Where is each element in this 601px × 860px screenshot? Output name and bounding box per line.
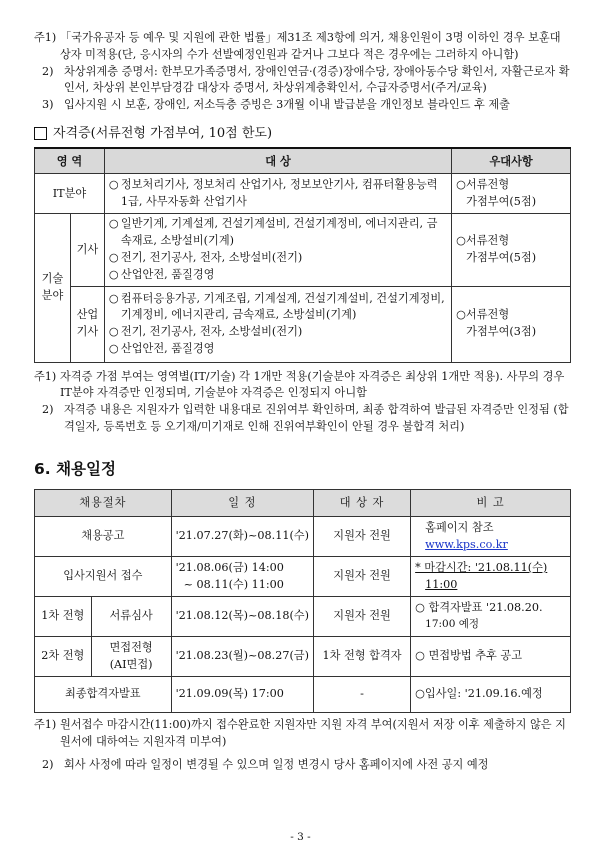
cert-table	[34, 147, 571, 362]
field-it: IT분야	[35, 174, 105, 214]
schedule-row-second: 2차 전형 면접전형 (AI면접) '21.08.23(월)~08.27(금) 1차 전형 합격자 ○ 면접방법 추후 공고	[35, 637, 571, 677]
schedule-table	[34, 489, 571, 713]
checkbox-square-icon	[34, 127, 47, 140]
schedule-row-first: 1차 전형 서류심사 '21.08.12(목)~08.18(수) 지원자 전원 ○ 합격자발표 '21.08.20. 17:00 예정	[35, 597, 571, 637]
header-period: 일 정	[171, 490, 313, 517]
schedule-row-notice: 채용공고 '21.07.27(화)~08.11(수) 지원자 전원 홈페이지 참조 www.kps.co.kr	[35, 517, 571, 557]
header-target: 대 상	[104, 148, 451, 174]
note-cert-1: 주1) 자격증 가점 부여는 영역별(IT/기술) 각 1개만 적용(기술분야 자격증은 최상위 1개만 적용). 사무의 경우 IT분야 자격증만 인정되며, 기술분야 자격증은 인정되지 아니함	[34, 369, 565, 400]
it-benefit: ○서류전형 가점부여(5점)	[452, 174, 571, 214]
notes-schedule	[34, 717, 571, 773]
sub-gisa: 기사	[70, 214, 104, 286]
gisa-items: ○ 일반기계, 기계설계, 건설기계설비, 건설기계정비, 에너지관리, 금속재료, 소방설비(기계) ○ 전기, 전기공사, 전자, 소방설비(전기) ○ 산업안전, 품질경영	[104, 214, 451, 286]
notes-cert	[34, 369, 571, 436]
sanup-benefit: ○서류전형 가점부여(3점)	[452, 286, 571, 362]
schedule-header-row	[35, 490, 571, 517]
header-remark: 비 고	[411, 490, 571, 517]
header-step: 채용절차	[35, 490, 172, 517]
header-target: 대 상 자	[313, 490, 410, 517]
page-number: - 3 -	[290, 831, 311, 843]
it-items: ○ 정보처리기사, 정보처리 산업기사, 정보보안기사, 컴퓨터활용능력 1급, 사무자동화 산업기사	[104, 174, 451, 214]
notes-top	[34, 30, 571, 114]
note-top-2: 2) 차상위계층 증명서: 한부모가족증명서, 장애인연금·(경증)장애수당, 장애아동수당 확인서, 자활근로자 확인서, 차상위 본인부담경감 대상자 증명서, 차상위계층확인서, 수급자증명서(주거/교육)	[42, 64, 570, 95]
schedule-row-final: 최종합격자발표 '21.09.09(목) 17:00 - ○입사일: '21.09.16.예정	[35, 677, 571, 713]
note-top-1: 주1) 「국가유공자 등 예우 및 지원에 관한 법률」제31조 제3항에 의거, 채용인원이 3명 이하인 경우 보훈대상자 미적용(단, 응시자의 수가 선발예정인원과 같거나 그보다 적은 경우에는 그러하지 아니함)	[34, 31, 561, 61]
schedule-row-apply: 입사지원서 접수 '21.08.06(금) 14:00 ~ 08.11(수) 11:00 지원자 전원 * 마감시간: '21.08.11(수) 11:00	[35, 557, 571, 597]
section-title-schedule: 6. 채용일정	[34, 459, 116, 478]
cert-row-gisa	[35, 214, 571, 286]
header-benefit: 우대사항	[452, 148, 571, 174]
cert-header-row	[35, 148, 571, 174]
field-tech: 기술 분야	[35, 214, 71, 362]
cert-row-it	[35, 174, 571, 214]
note-cert-2: 2) 자격증 내용은 지원자가 입력한 내용대로 진위여부 확인하며, 최종 합격하여 발급된 자격증만 인정됨 (합격일자, 등록번호 등 오기재/미기재로 인해 진위여부확인이 안될 경우 불합격 처리)	[42, 403, 569, 434]
note-top-3: 3) 입사지원 시 보훈, 장애인, 저소득층 증빙은 3개월 이내 발급분을 개인정보 블라인드 후 제출	[42, 98, 510, 112]
homepage-link[interactable]: www.kps.co.kr	[425, 537, 508, 551]
gisa-benefit: ○서류전형 가점부여(5점)	[452, 214, 571, 286]
note-schedule-1: 주1) 원서접수 마감시간(11:00)까지 접수완료한 지원자만 지원 자격 부여(지원서 저장 이후 제출하지 않은 지원서에 대하여는 지원자격 미부여)	[34, 718, 566, 748]
document-page	[34, 30, 571, 774]
sanup-items: ○ 컴퓨터응용가공, 기계조립, 기계설계, 건설기계설비, 건설기계정비, 기계정비, 에너지관리, 금속재료, 소방설비(기계) ○ 전기, 전기공사, 전자, 소방설비(전기) ○ 산업안전, 품질경영	[104, 286, 451, 362]
sub-sanup: 산업 기사	[70, 286, 104, 362]
cert-row-sanup	[35, 286, 571, 362]
header-field: 영 역	[35, 148, 105, 174]
note-schedule-2: 2) 회사 사정에 따라 일정이 변경될 수 있으며 일정 변경시 당사 홈페이지에 사전 공지 예정	[42, 757, 489, 771]
cert-heading: 자격증(서류전형 가점부여, 10점 한도)	[34, 124, 571, 144]
